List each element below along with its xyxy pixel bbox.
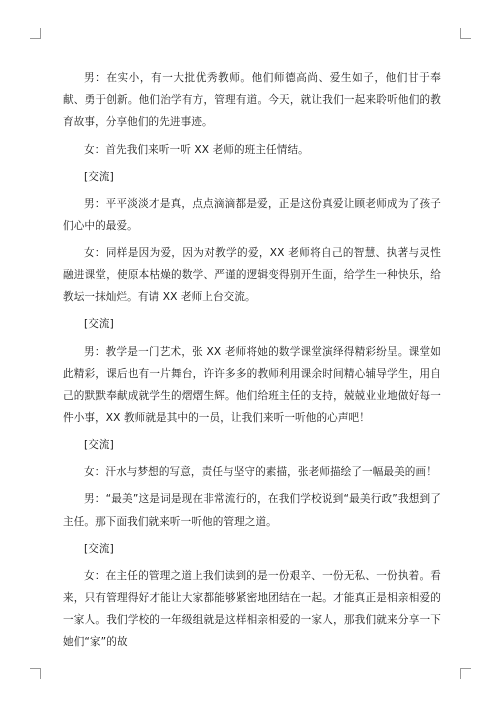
- crop-mark-top-left: [30, 28, 41, 39]
- paragraph-male-2: 男：平平淡淡才是真，点点滴滴都是爱，正是这份真爱让顾老师成为了孩子们心中的最爱。: [63, 197, 441, 232]
- paragraph-female-2: 女：同样是因为爱，因为对教学的爱，XX 老师将自己的智慧、执著与灵性融进课堂，使原本枯燥的数学、严谨的逻辑变得别开生面，给学生一种快乐，给教坛一抹灿烂。有请 XX 老师上台交流。: [63, 246, 441, 304]
- crop-mark-bottom-left: [30, 668, 41, 679]
- paragraph-female-3: 女：汗水与梦想的写意，责任与坚守的素描，张老师描绘了一幅最美的画！: [84, 466, 437, 479]
- stage-direction-exchange: [交流]: [84, 318, 114, 331]
- document-body: [63, 67, 441, 659]
- paragraph-male-intro: 男：在实小，有一大批优秀教师。他们师德高尚、爱生如子，他们甘于奉献、勇于创新。他们治学有方，管理有道。今天，就让我们一起来聆听他们的教育故事，分享他们的先进事迹。: [63, 72, 441, 129]
- paragraph-female-1: 女：首先我们来听一听 XX 老师的班主任情结。: [84, 143, 309, 156]
- crop-mark-bottom-right: [460, 668, 471, 679]
- crop-mark-top-right: [460, 28, 471, 39]
- stage-direction-exchange: [交流]: [84, 439, 114, 452]
- stage-direction-exchange: [交流]: [84, 170, 114, 183]
- paragraph-female-4: 女：在主任的管理之道上我们读到的是一份艰辛、一份无私、一份执着。看来，只有管理得好才能让大家都能够紧密地团结在一起。才能真正是相亲相爱的一家人。我们学校的一年级组就是这样相亲相爱的一家人，那我们就来分享一下她们“家”的故: [63, 569, 441, 649]
- stage-direction-exchange: [交流]: [84, 542, 114, 555]
- paragraph-male-3: 男：教学是一门艺术，张 XX 老师将她的数学课堂演绎得精彩纷呈。课堂如此精彩，课后也有一片舞台，许许多多的教师利用课余时间精心辅导学生，用自己的默默奉献成就学生的熠熠生辉。他们给班主任的支持，兢兢业业地做好每一件小事，XX 教师就是其中的一员，让我们来听一听他的心声吧！: [63, 345, 441, 425]
- paragraph-male-4: 男：“最美”这是词是现在非常流行的，在我们学校说到“最美行政”我想到了主任。那下面我们就来听一听他的管理之道。: [63, 493, 441, 528]
